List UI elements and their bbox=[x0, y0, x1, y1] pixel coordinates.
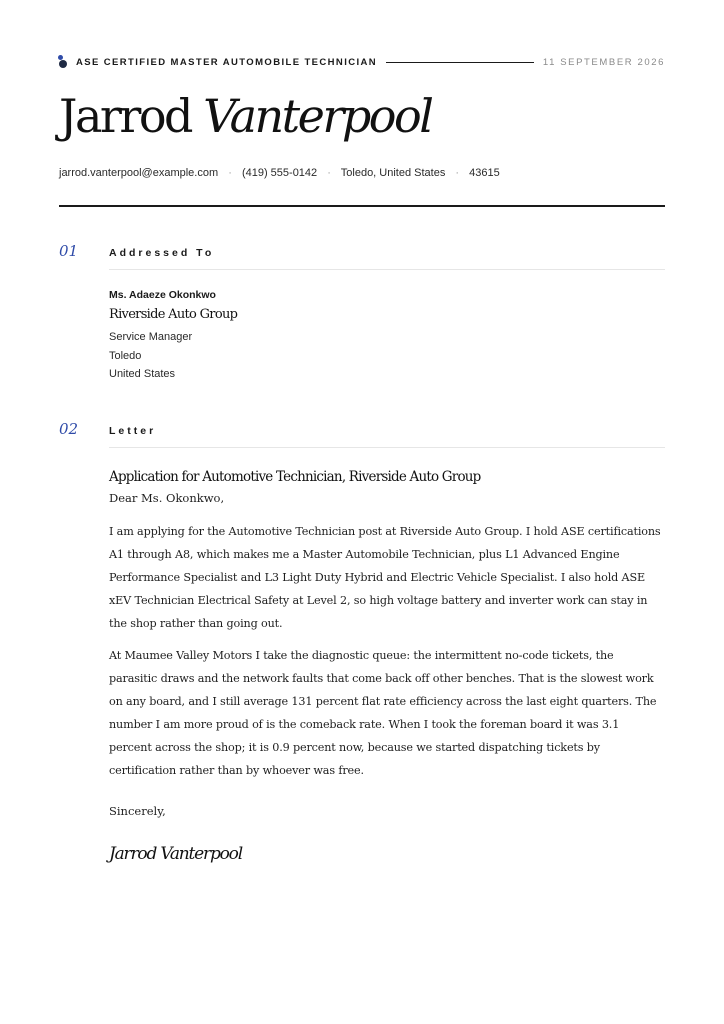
last-name: Vanterpool bbox=[203, 89, 432, 143]
header-rule bbox=[59, 205, 665, 207]
section-number-addressed: 01 bbox=[59, 242, 79, 260]
contact-separator: · bbox=[327, 167, 331, 179]
recipient-block bbox=[109, 289, 649, 384]
section-number-letter: 02 bbox=[59, 420, 79, 438]
contact-phone: (419) 555-0142 bbox=[241, 167, 318, 179]
contact-line bbox=[59, 167, 500, 179]
applicant-name bbox=[59, 84, 431, 148]
contact-email: jarrod.vanterpool@example.com bbox=[59, 167, 219, 179]
letter-greeting: Dear Ms. Okonkwo, bbox=[109, 491, 225, 505]
first-name: Jarrod bbox=[59, 89, 191, 143]
letter-paragraph: At Maumee Valley Motors I take the diagnostic queue: the intermittent no-code tickets, the parasitic draws and the network faults that come back off other benches. That is the slowest work on any board, and I still average 131 percent flat rate efficiency across the last eight quarters. The number I am more proud of is the comeback rate. When I took the foreman board it was 3.1 percent across the shop; it is 0.9 percent now, because we started dispatching tickets by certification rather than by whoever was free. bbox=[109, 649, 657, 777]
recipient-company: Riverside Auto Group bbox=[109, 307, 238, 322]
recipient-name: Ms. Adaeze Okonkwo bbox=[109, 289, 216, 301]
letter-date: 11 SEPTEMBER 2026 bbox=[542, 56, 665, 68]
section-rule bbox=[109, 269, 665, 270]
letter-body bbox=[109, 466, 665, 864]
letter-paragraph: I am applying for the Automotive Technician post at Riverside Auto Group. I hold ASE certifications A1 through A8, which makes me a Master Automobile Technician, plus L1 Advanced Engine Performance Specialist and L3 Light Duty Hybrid and Electric Vehicle Specialist. I also hold ASE xEV Technician Electrical Safety at Level 2, so high voltage battery and inverter work can stay in the shop rather than going out. bbox=[109, 525, 661, 630]
certification-label: ASE CERTIFIED MASTER AUTOMOBILE TECHNICIAN bbox=[76, 56, 378, 68]
section-title-letter: Letter bbox=[109, 425, 157, 437]
contact-location: Toledo, United States bbox=[340, 167, 446, 179]
recipient-city: Toledo bbox=[109, 349, 142, 362]
header-divider bbox=[386, 62, 534, 63]
bullet-dot-icon bbox=[59, 60, 67, 68]
recipient-country: United States bbox=[109, 368, 176, 380]
recipient-title: Service Manager bbox=[109, 331, 193, 343]
section-title-addressed: Addressed To bbox=[109, 247, 215, 259]
section-rule bbox=[109, 447, 665, 448]
signature: Jarrod Vanterpool bbox=[109, 844, 242, 864]
letter-closing: Sincerely, bbox=[109, 804, 166, 818]
contact-separator: · bbox=[455, 167, 460, 179]
header-topline bbox=[59, 55, 665, 69]
letter-subject: Application for Automotive Technician, Riverside Auto Group bbox=[109, 469, 481, 485]
contact-separator: · bbox=[228, 167, 232, 179]
contact-postal-code: 43615 bbox=[469, 167, 500, 179]
